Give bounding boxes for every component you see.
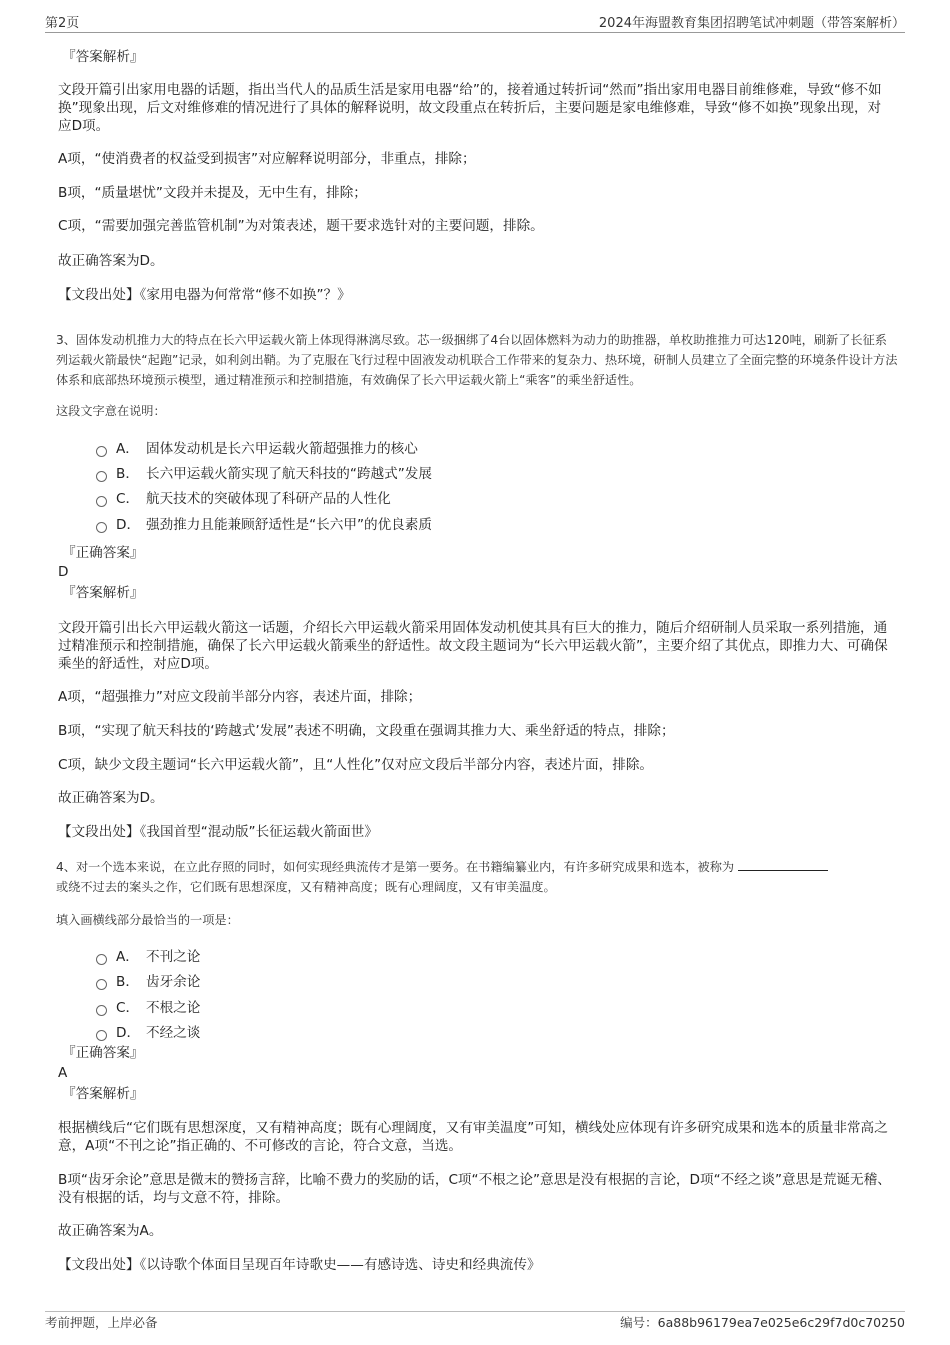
analysis-label: 『答案解析』 [62,585,144,601]
radio-button[interactable] [96,522,107,533]
analysis-label: 『答案解析』 [62,49,144,65]
radio-button[interactable] [96,496,107,507]
fill-blank [738,858,828,871]
footer-divider [45,1311,905,1312]
analysis-option-b: B项，“质量堪忧”文段并未提及，无中生有，排除； [58,185,367,201]
option-a[interactable] [96,440,418,458]
question-prompt: 填入画横线部分最恰当的一项是： [56,913,239,927]
analysis-option-b: B项，“实现了航天科技的‘跨越式’发展”表述不明确，文段重在强调其推力大、乘坐舒适的特点，排除； [58,723,675,739]
analysis-others: B项“齿牙余论”意思是微末的赞扬言辞，比喻不费力的奖励的话，C项“不根之论”意思是没有根据的言论，D项“不经之谈”意思是荒诞无稽、没有根据的话，均与文意不符，排除。 [58,1172,891,1206]
option-c[interactable] [96,999,200,1017]
option-b[interactable] [96,973,200,991]
option-key: B． [116,466,139,482]
radio-button[interactable] [96,979,107,990]
analysis-option-a: A项，“使消费者的权益受到损害”对应解释说明部分，非重点，排除； [58,151,476,167]
conclusion: 故正确答案为A。 [58,1223,163,1239]
option-d[interactable] [96,1024,200,1042]
footer-slogan: 考前押题，上岸必备 [45,1315,158,1330]
question-prompt: 这段文字意在说明： [56,404,166,418]
analysis-text: 根据横线后“它们既有思想深度，又有精神高度；既有心理阔度，又有审美温度”可知，横线处应体现有许多研究成果和选本的质量非常高之意，A项“不刊之论”指正确的、不可修改的言论，符合文意，当选。 [58,1120,888,1154]
analysis-option-c: C项，缺少文段主题词“长六甲运载火箭”，且“人性化”仅对应文段后半部分内容，表述片面，排除。 [58,757,654,773]
document-id: 编号：6a88b96179ea7e025e6c29f7d0c70250 [620,1315,905,1330]
option-text: 不刊之论 [146,949,201,965]
source: 【文段出处】《以诗歌个体面目呈现百年诗歌史——有感诗选、诗史和经典流传》 [58,1257,541,1273]
conclusion: 故正确答案为D。 [58,253,164,269]
conclusion: 故正确答案为D。 [58,790,164,806]
option-key: C． [116,1000,140,1016]
option-key: C． [116,491,140,507]
option-key: D． [116,1025,141,1041]
option-text: 航天技术的突破体现了科研产品的人性化 [146,491,391,507]
analysis-text: 文段开篇引出家用电器的话题，指出当代人的品质生活是家用电器“给”的，接着通过转折词“然而”指出家用电器目前维修难，导致“修不如换”现象出现，后文对维修难的情况进行了具体的解释说明，故文段重点在转折后，主要问题是家电维修难，导致“修不如换”现象出现，对应D项。 [58,82,882,134]
radio-button[interactable] [96,446,107,457]
stem-part-1: 4、对一个选本来说，在立此存照的同时，如何实现经典流传才是第一要务。在书籍编纂业内，有许多研究成果和选本，被称为 [56,860,735,874]
option-text: 固体发动机是长六甲运载火箭超强推力的核心 [146,441,418,457]
radio-button[interactable] [96,1005,107,1016]
correct-answer: A [58,1065,68,1081]
answer-label: 『正确答案』 [62,545,144,561]
analysis-option-c: C项，“需要加强完善监管机制”为对策表述，题干要求选针对的主要问题，排除。 [58,218,544,234]
page-number: 第2页 [45,16,80,31]
option-key: A． [116,441,139,457]
header-divider [45,32,905,33]
option-b[interactable] [96,465,432,483]
option-key: D． [116,517,141,533]
option-key: A． [116,949,139,965]
stem-part-2: 或绕不过去的案头之作，它们既有思想深度，又有精神高度；既有心理阔度，又有审美温度。 [56,880,556,894]
option-key: B． [116,974,139,990]
source: 【文段出处】《我国首型“混动版”长征运载火箭面世》 [58,824,378,840]
option-text: 不根之论 [146,1000,201,1016]
option-a[interactable] [96,948,200,966]
answer-label: 『正确答案』 [62,1045,144,1061]
analysis-text: 文段开篇引出长六甲运载火箭这一话题，介绍长六甲运载火箭采用固体发动机使其具有巨大的推力，随后介绍研制人员采取一系列措施，通过精准预示和控制措施，确保了长六甲运载火箭乘坐的舒适性。故文段主题词为“长六甲运载火箭”，主要介绍了其优点，即推力大、可确保乘坐的舒适性，对应D项。 [58,620,888,672]
question-stem: 3、固体发动机推力大的特点在长六甲运载火箭上体现得淋漓尽致。芯一级捆绑了4台以固体燃料为动力的助推器，单枚助推推力可达120吨，刷新了长征系列运载火箭最快“起跑”记录，如利剑出鞘。为了克服在飞行过程中固液发动机联合工作带来的复杂力、热环境，研制人员建立了全面完整的环境条件设计方法体系和底部热环境预示模型，通过精准预示和控制措施，有效确保了长六甲运载火箭上“乘客”的乘坐舒适性。 [56,333,898,387]
document-title: 2024年海盟教育集团招聘笔试冲刺题（带答案解析） [598,16,905,31]
analysis-option-a: A项，“超强推力”对应文段前半部分内容，表述片面，排除； [58,689,422,705]
option-c[interactable] [96,490,391,508]
option-text: 长六甲运载火箭实现了航天科技的“跨越式”发展 [146,466,432,482]
radio-button[interactable] [96,471,107,482]
question-stem [56,857,898,897]
radio-button[interactable] [96,1030,107,1041]
radio-button[interactable] [96,954,107,965]
source: 【文段出处】《家用电器为何常常“修不如换”？》 [58,287,351,303]
option-text: 不经之谈 [146,1025,201,1041]
option-text: 齿牙余论 [146,974,201,990]
correct-answer: D [58,564,69,580]
option-text: 强劲推力且能兼顾舒适性是“长六甲”的优良素质 [146,517,432,533]
analysis-label: 『答案解析』 [62,1086,144,1102]
option-d[interactable] [96,516,432,534]
